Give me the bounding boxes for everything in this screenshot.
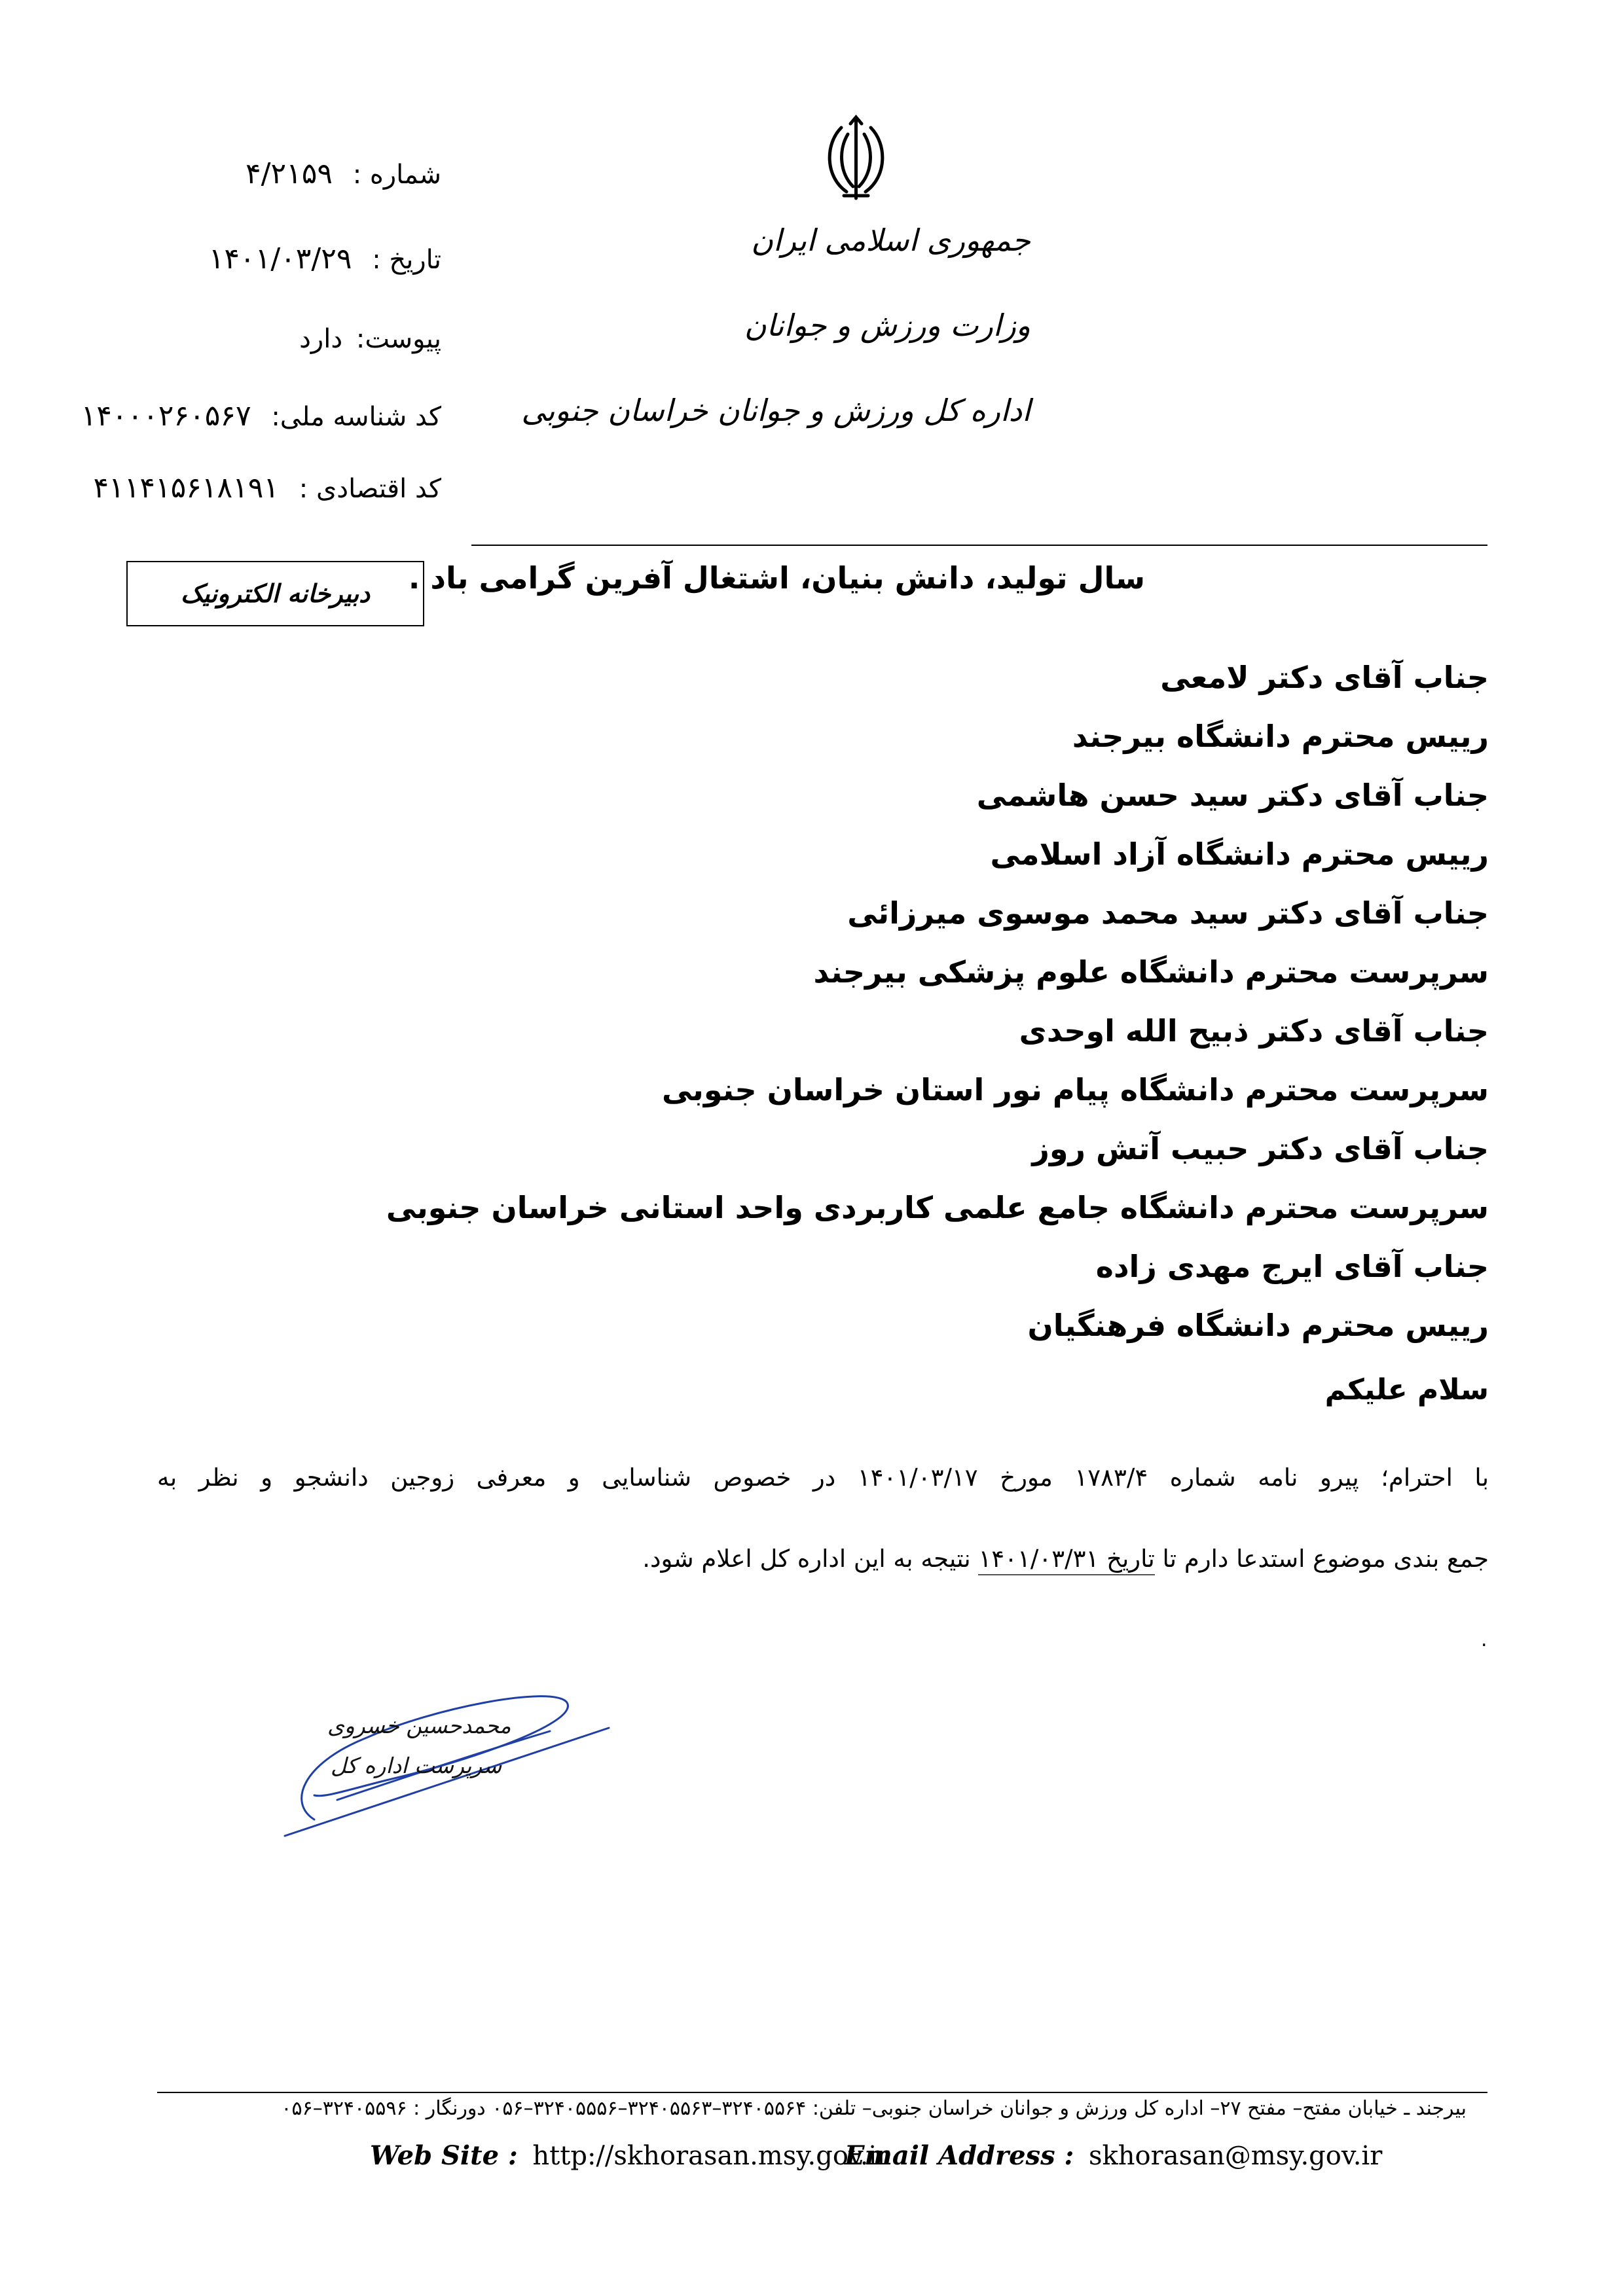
recipients-list [386, 648, 1489, 1355]
recipient-line: جناب آقای دکتر سید محمد موسوی میرزائی [847, 895, 1489, 931]
recipient-line: سرپرست محترم دانشگاه جامع علمی کاربردی واحد استانی خراسان جنوبی [386, 1190, 1489, 1225]
national-id-value: ۱۴۰۰۰۲۶۰۵۶۷ [81, 399, 251, 433]
greeting: سلام علیکم [1324, 1373, 1489, 1407]
letter-attachment [299, 324, 441, 354]
footer-divider [157, 2092, 1487, 2093]
recipient-line: سرپرست محترم دانشگاه علوم پزشکی بیرجند [813, 954, 1489, 990]
deadline-date: تاریخ ۱۴۰۱/۰۳/۳۱ [978, 1545, 1154, 1575]
recipient-line: جناب آقای دکتر سید حسن هاشمی [976, 778, 1489, 813]
body-text-after: نتیجه به این اداره کل اعلام شود. [642, 1545, 971, 1573]
org-country: جمهوری اسلامی ایران [751, 223, 1030, 258]
body-text-before: جمع بندی موضوع استدعا دارم تا [1162, 1545, 1489, 1573]
recipient-line: جناب آقای دکتر ذبیح الله اوحدی [1019, 1013, 1489, 1049]
recipient-line: رییس محترم دانشگاه بیرجند [1072, 719, 1489, 754]
email-link[interactable]: skhorasan@msy.gov.ir [1089, 2141, 1383, 2171]
signature-scribble-icon [275, 1646, 629, 1842]
signatory-name: محمدحسین خسروی [327, 1713, 511, 1738]
letter-date [209, 242, 441, 276]
attachment-value: دارد [299, 324, 343, 354]
recipient-line: رییس محترم دانشگاه آزاد اسلامی [990, 836, 1489, 872]
national-id [81, 399, 441, 433]
footer-email [845, 2140, 1382, 2171]
body-line-1: با احترام؛ پیرو نامه شماره ۱۷۸۳/۴ مورخ ۱۴۰۱/۰۳/۱۷ در خصوص شناسایی و معرفی زوجین دانشجو و نظر به [157, 1463, 1489, 1492]
body-line-2 [642, 1545, 1489, 1575]
year-slogan: سال تولید، دانش بنیان، اشتغال آفرین گرامی باد . [408, 560, 1145, 596]
signatory-title: سرپرست اداره کل [331, 1753, 502, 1778]
org-ministry: وزارت ورزش و جوانان [744, 308, 1030, 343]
letter-number-value: ۴/۲۱۵۹ [245, 157, 333, 190]
footer-address: بیرجند ـ خیابان مفتح– مفتح ۲۷– اداره کل ورزش و جوانان خراسان جنوبی– تلفن: ۳۲۴۰۵۵۶۴–۳۲۴۰۵۵۶۳–۳۲۴۰۵۵۵۶–۰۵۶ دورنگار : ۳۲۴۰۵۵۹۶–۰۵۶ [281, 2097, 1467, 2120]
recipient-line: جناب آقای ایرج مهدی زاده [1095, 1249, 1489, 1284]
website-label: Web Site : [370, 2140, 518, 2171]
letter-date-label: تاریخ : [372, 245, 441, 275]
economic-code [93, 471, 441, 505]
org-directorate: اداره کل ورزش و جوانان خراسان جنوبی [521, 393, 1030, 428]
attachment-label: پیوست: [356, 324, 441, 354]
letter-number [246, 157, 441, 190]
iran-emblem-icon [822, 115, 890, 203]
trailing-dot: . [1481, 1628, 1487, 1651]
recipient-line: جناب آقای دکتر حبیب آتش روز [1032, 1131, 1489, 1166]
letter-date-value: ۱۴۰۱/۰۳/۲۹ [208, 242, 352, 276]
recipient-line: رییس محترم دانشگاه فرهنگیان [1027, 1308, 1489, 1343]
economic-code-value: ۴۱۱۴۱۵۶۱۸۱۹۱ [93, 471, 280, 505]
economic-code-label: کد اقتصادی : [299, 474, 441, 504]
website-link[interactable]: http://skhorasan.msy.gov.ir [532, 2141, 890, 2171]
national-id-label: کد شناسه ملی: [271, 402, 441, 432]
footer-website [370, 2140, 889, 2171]
email-label: Email Address : [845, 2140, 1074, 2171]
electronic-secretariat-stamp [126, 561, 424, 626]
recipient-line: جناب آقای دکتر لامعی [1160, 660, 1489, 695]
stamp-label: دبیرخانه الکترونیک [180, 579, 371, 608]
recipient-line: سرپرست محترم دانشگاه پیام نور استان خراسان جنوبی [662, 1072, 1489, 1107]
letter-number-label: شماره : [352, 160, 441, 190]
header-divider [471, 545, 1487, 546]
